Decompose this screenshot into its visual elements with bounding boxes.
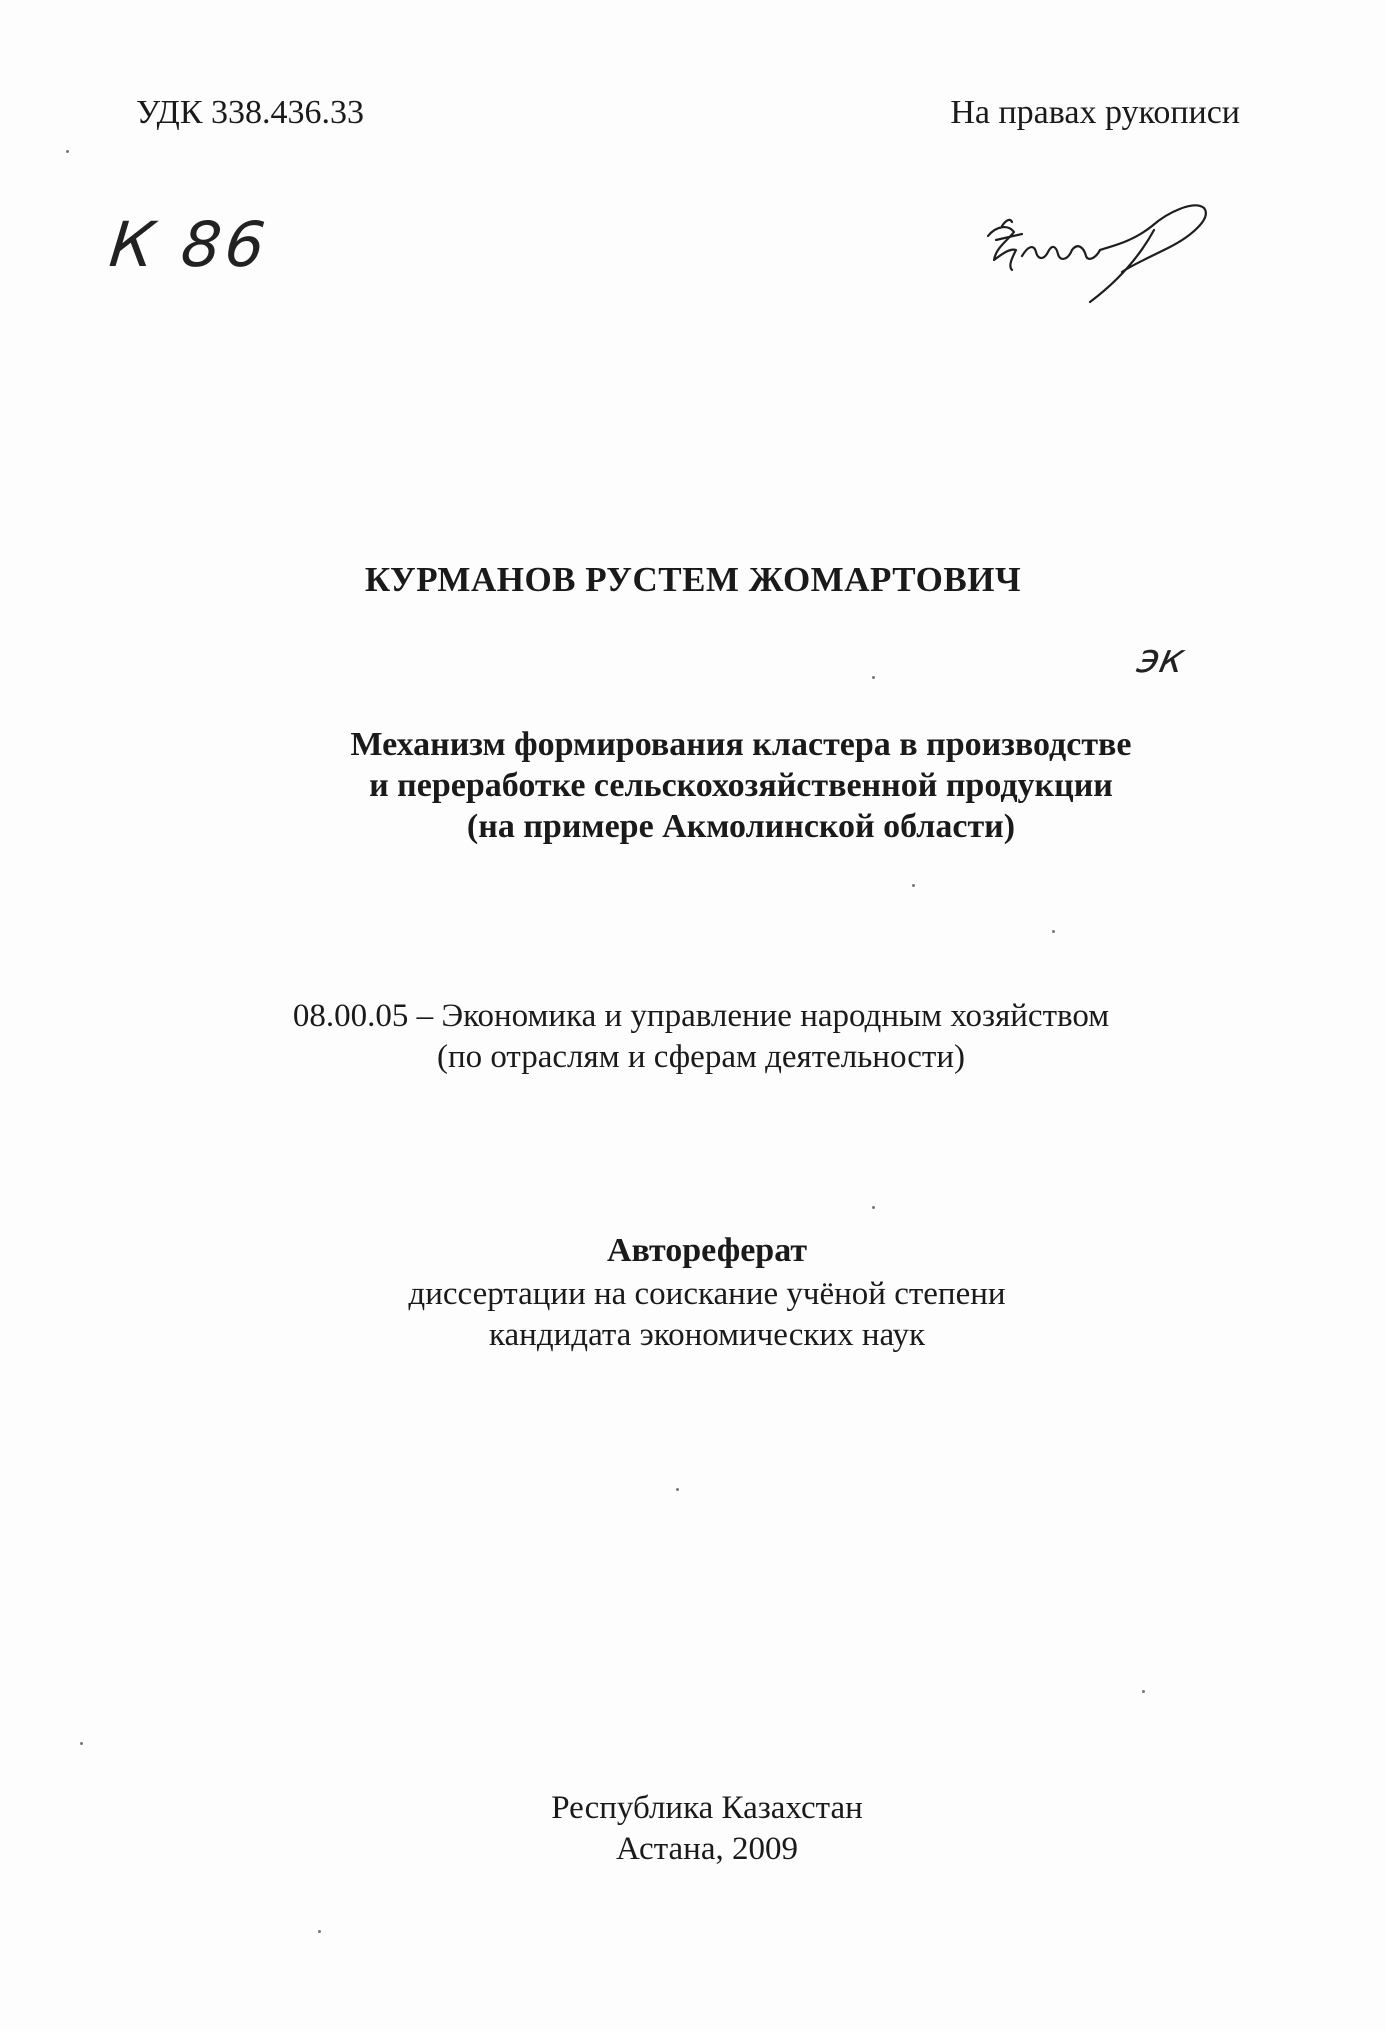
country-line: Республика Казахстан [551,1790,863,1826]
rights-note: На правах рукописи [950,94,1240,131]
title-line: и переработке сельскохозяйственной продукции [369,767,1113,804]
title-line: Механизм формирования кластера в производстве [350,726,1132,763]
dissertation-title [48,724,1386,847]
specialty-line: (по отраслям и сферам деятельности) [436,1039,966,1075]
publication-place [14,1788,1386,1870]
specialty-code [8,996,1386,1078]
scan-speck [80,1742,83,1745]
scan-speck [66,150,69,153]
abstract-line: диссертации на соискание учёной степени [408,1276,1006,1312]
handwritten-index-mark: К 86 [106,208,273,281]
title-line: (на примере Акмолинской области) [466,808,1016,845]
specialty-line: 08.00.05 – Экономика и управление народным хозяйством [292,998,1110,1034]
scan-speck [872,1206,875,1209]
abstract-line: кандидата экономических наук [488,1317,925,1353]
scan-speck [912,884,915,887]
handwritten-margin-mark: эк [1133,636,1190,682]
udk-code: УДК 338.436.33 [136,94,365,131]
scan-speck [318,1930,321,1933]
scan-speck [1142,1690,1145,1693]
scan-speck [676,1488,679,1491]
author-name: КУРМАНОВ РУСТЕМ ЖОМАРТОВИЧ [364,560,1022,599]
scan-speck [872,676,875,679]
handwritten-signature [982,196,1212,306]
scan-speck [1052,930,1055,933]
abstract-description [14,1274,1386,1356]
abstract-heading: Автореферат [606,1232,808,1269]
city-year-line: Астана, 2009 [616,1831,798,1867]
